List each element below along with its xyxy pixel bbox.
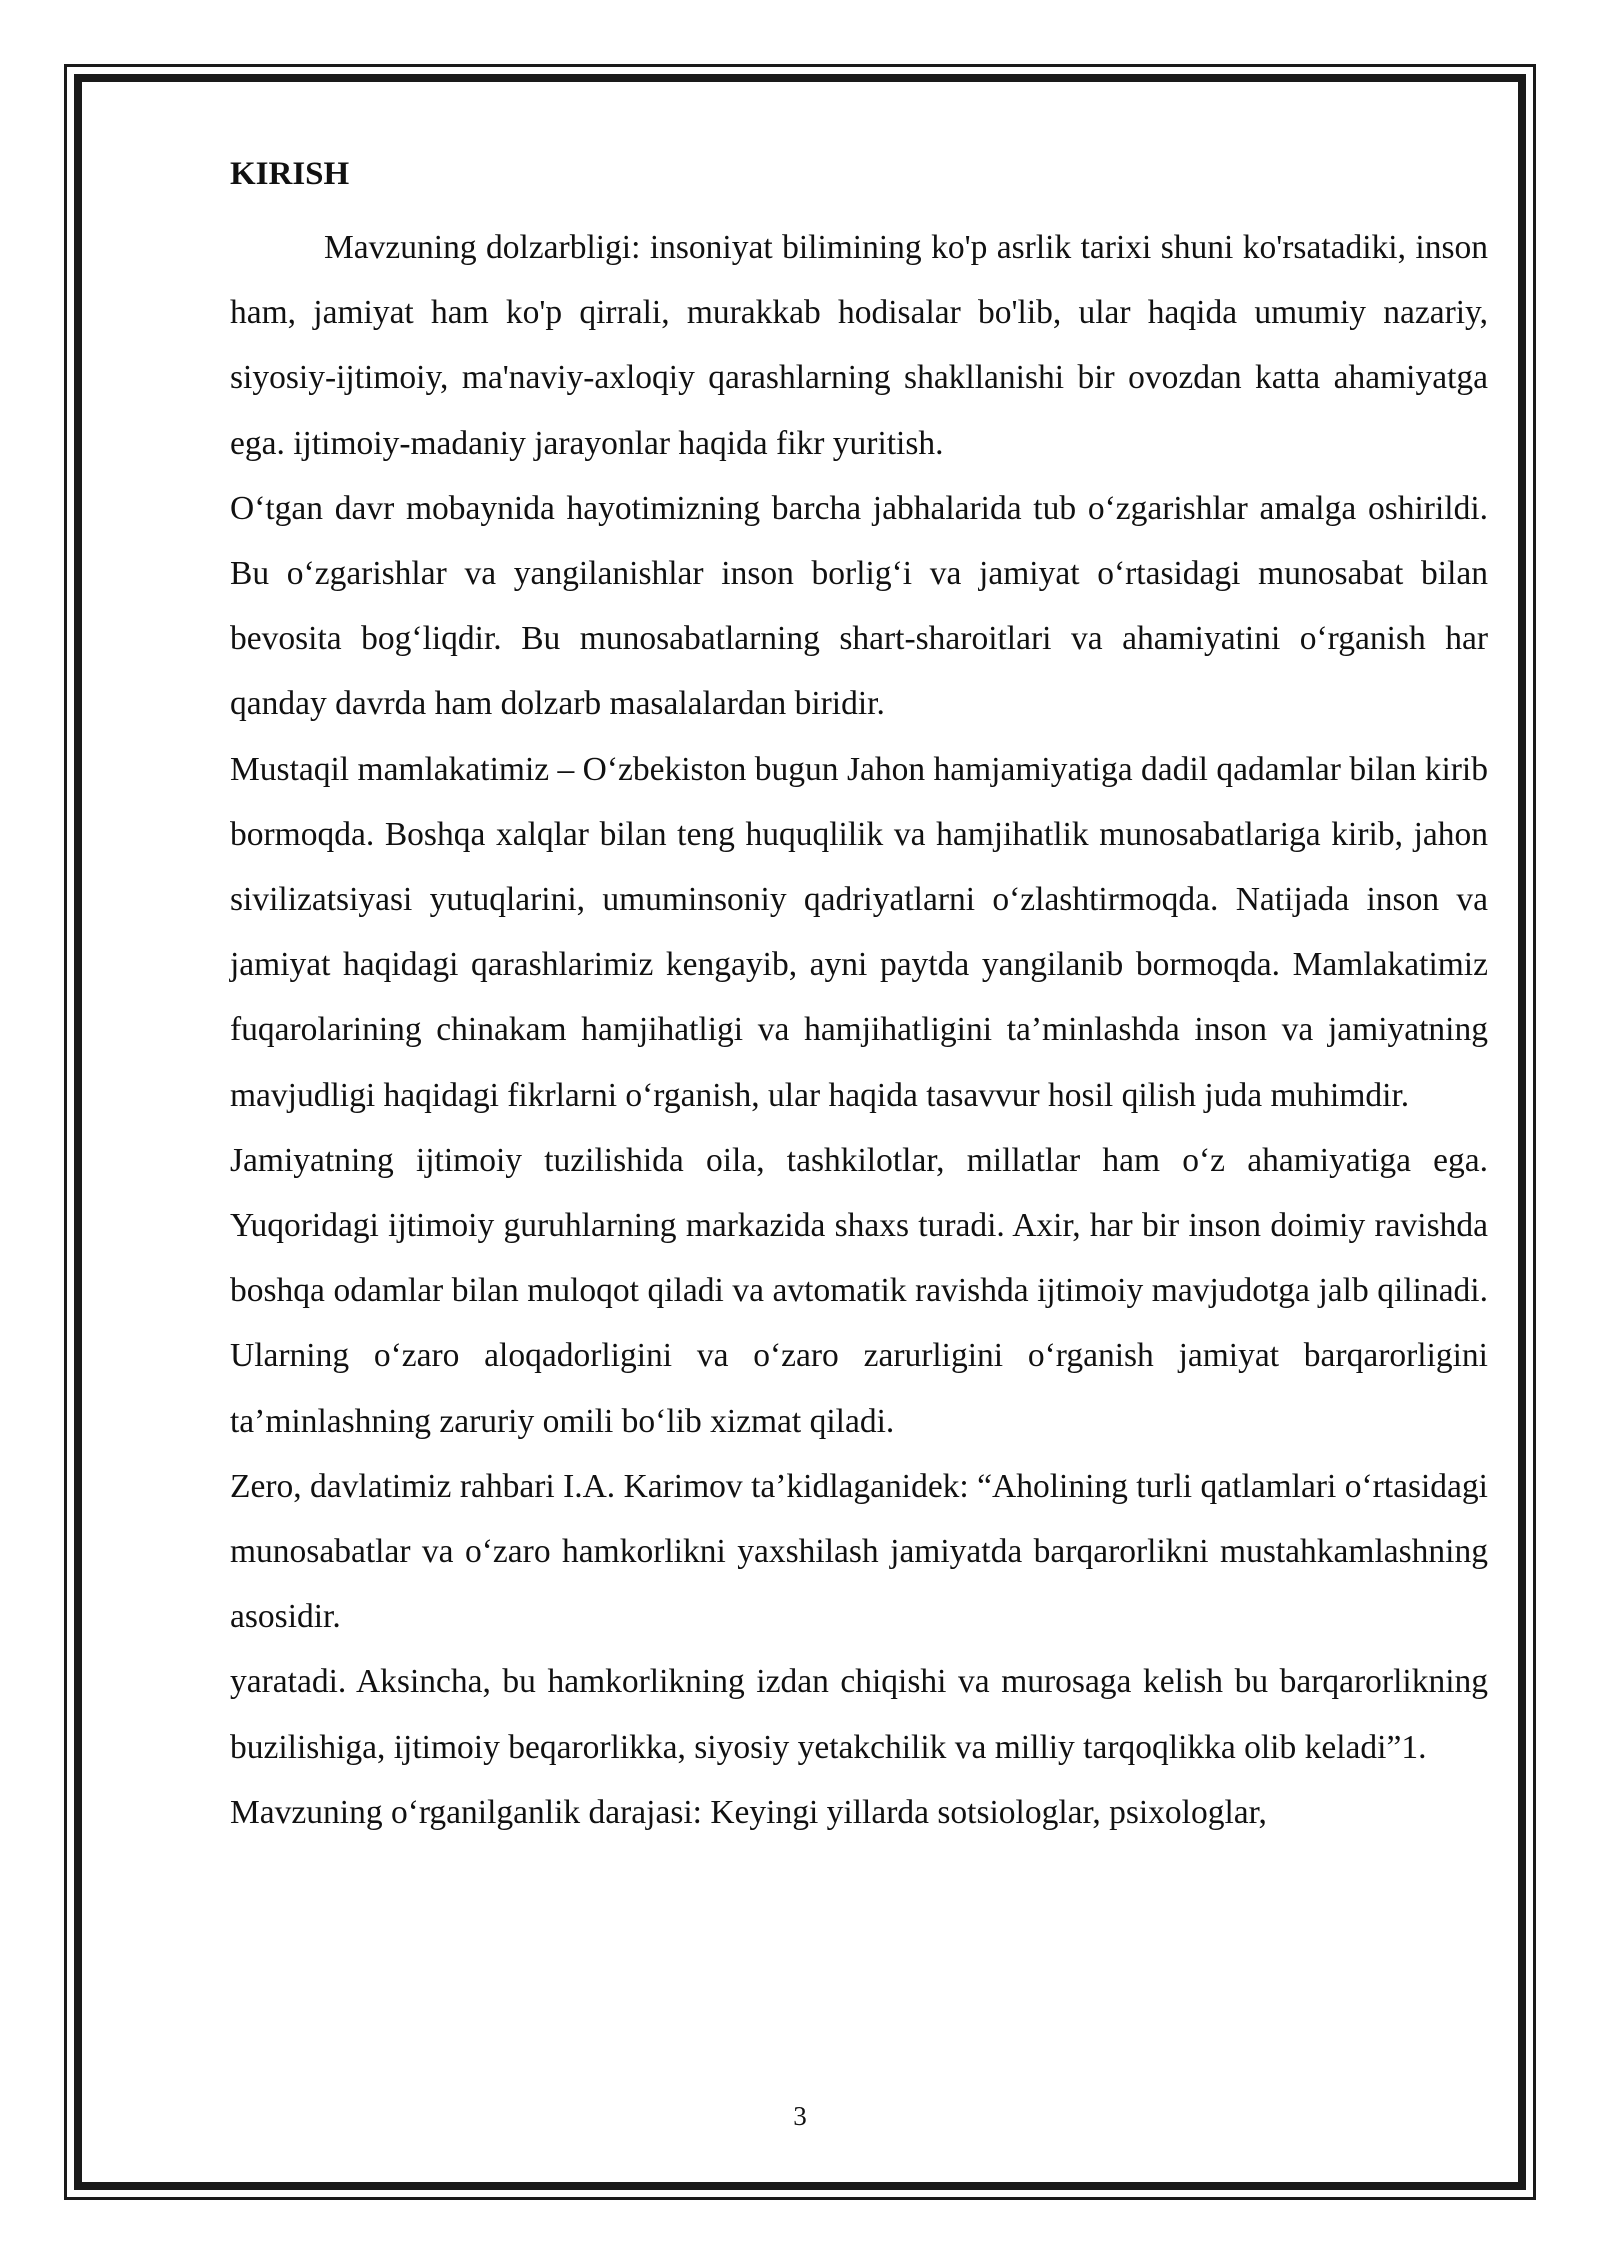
page-number: 3 [793, 2101, 807, 2131]
paragraph-relevance: Mavzuning dolzarbligi: insoniyat bilimining ko'p asrlik tarixi shuni ko'rsatadiki, inson ham, jamiyat ham ko'p qirrali, murakkab hodisalar bo'lib, ular haqida umumiy nazariy, siyosiy-ijtimoiy, ma'naviy-axloqiy qarashlarning shakllanishi bir ovozdan katta ahamiyatga ega. ijtimoiy-madaniy jarayonlar haqida fikr yuritish. [230, 229, 1488, 462]
page-content [230, 148, 1488, 1845]
section-title: KIRISH [230, 156, 350, 192]
paragraph-independence: Mustaqil mamlakatimiz – O‘zbekiston bugun Jahon hamjamiyatiga dadil qadamlar bilan kirib bormoqda. Boshqa xalqlar bilan teng huquqlilik va hamjihatlik munosabatlariga kirib, jahon sivilizatsiyasi yutuqlarini, umuminsoniy qadriyatlarni o‘zlashtirmoqda. Natijada inson va jamiyat haqidagi qarashlarimiz kengayib, ayni paytda yangilanib bormoqda. Mamlakatimiz fuqarolarining chinakam hamjihatligi va hamjihatligini ta’minlashda inson va jamiyatning mavjudligi haqidagi fikrlarni o‘rganish, ular haqida tasavvur hosil qilish juda muhimdir. [230, 750, 1488, 1114]
paragraph-quote-start: Zero, davlatimiz rahbari I.A. Karimov ta’kidlaganidek: “Aholining turli qatlamlari o‘rtasidagi munosabatlar va o‘zaro hamkorlikni yaxshilash jamiyatda barqarorlikni mustahkamlashning asosidir. [230, 1467, 1488, 1636]
paragraph-changes: O‘tgan davr mobaynida hayotimizning barcha jabhalarida tub o‘zgarishlar amalga oshirildi. Bu o‘zgarishlar va yangilanishlar inson borlig‘i va jamiyat o‘rtasidagi munosabat bilan bevosita bog‘liqdir. Bu munosabatlarning shart-sharoitlari va ahamiyatini o‘rganish har qanday davrda ham dolzarb masalalardan biridir. [230, 489, 1488, 723]
paragraph-quote-end: yaratadi. Aksincha, bu hamkorlikning izdan chiqishi va murosaga kelish bu barqarorlikning buzilishiga, ijtimoiy beqarorlikka, siyosiy yetakchilik va milliy tarqoqlikka olib keladi”1. [230, 1663, 1488, 1766]
paragraph-social-structure: Jamiyatning ijtimoiy tuzilishida oila, tashkilotlar, millatlar ham o‘z ahamiyatiga ega. Yuqoridagi ijtimoiy guruhlarning markazida shaxs turadi. Axir, har bir inson doimiy ravishda boshqa odamlar bilan muloqot qiladi va avtomatik ravishda ijtimoiy mavjudotga jalb qilinadi. Ularning o‘zaro aloqadorligini va o‘zaro zarurligini o‘rganish jamiyat barqarorligini ta’minlashning zaruriy omili bo‘lib xizmat qiladi. [230, 1141, 1488, 1440]
paragraph-study-degree: Mavzuning o‘rganilganlik darajasi: Keyingi yillarda sotsiologlar, psixologlar, [230, 1793, 1267, 1831]
